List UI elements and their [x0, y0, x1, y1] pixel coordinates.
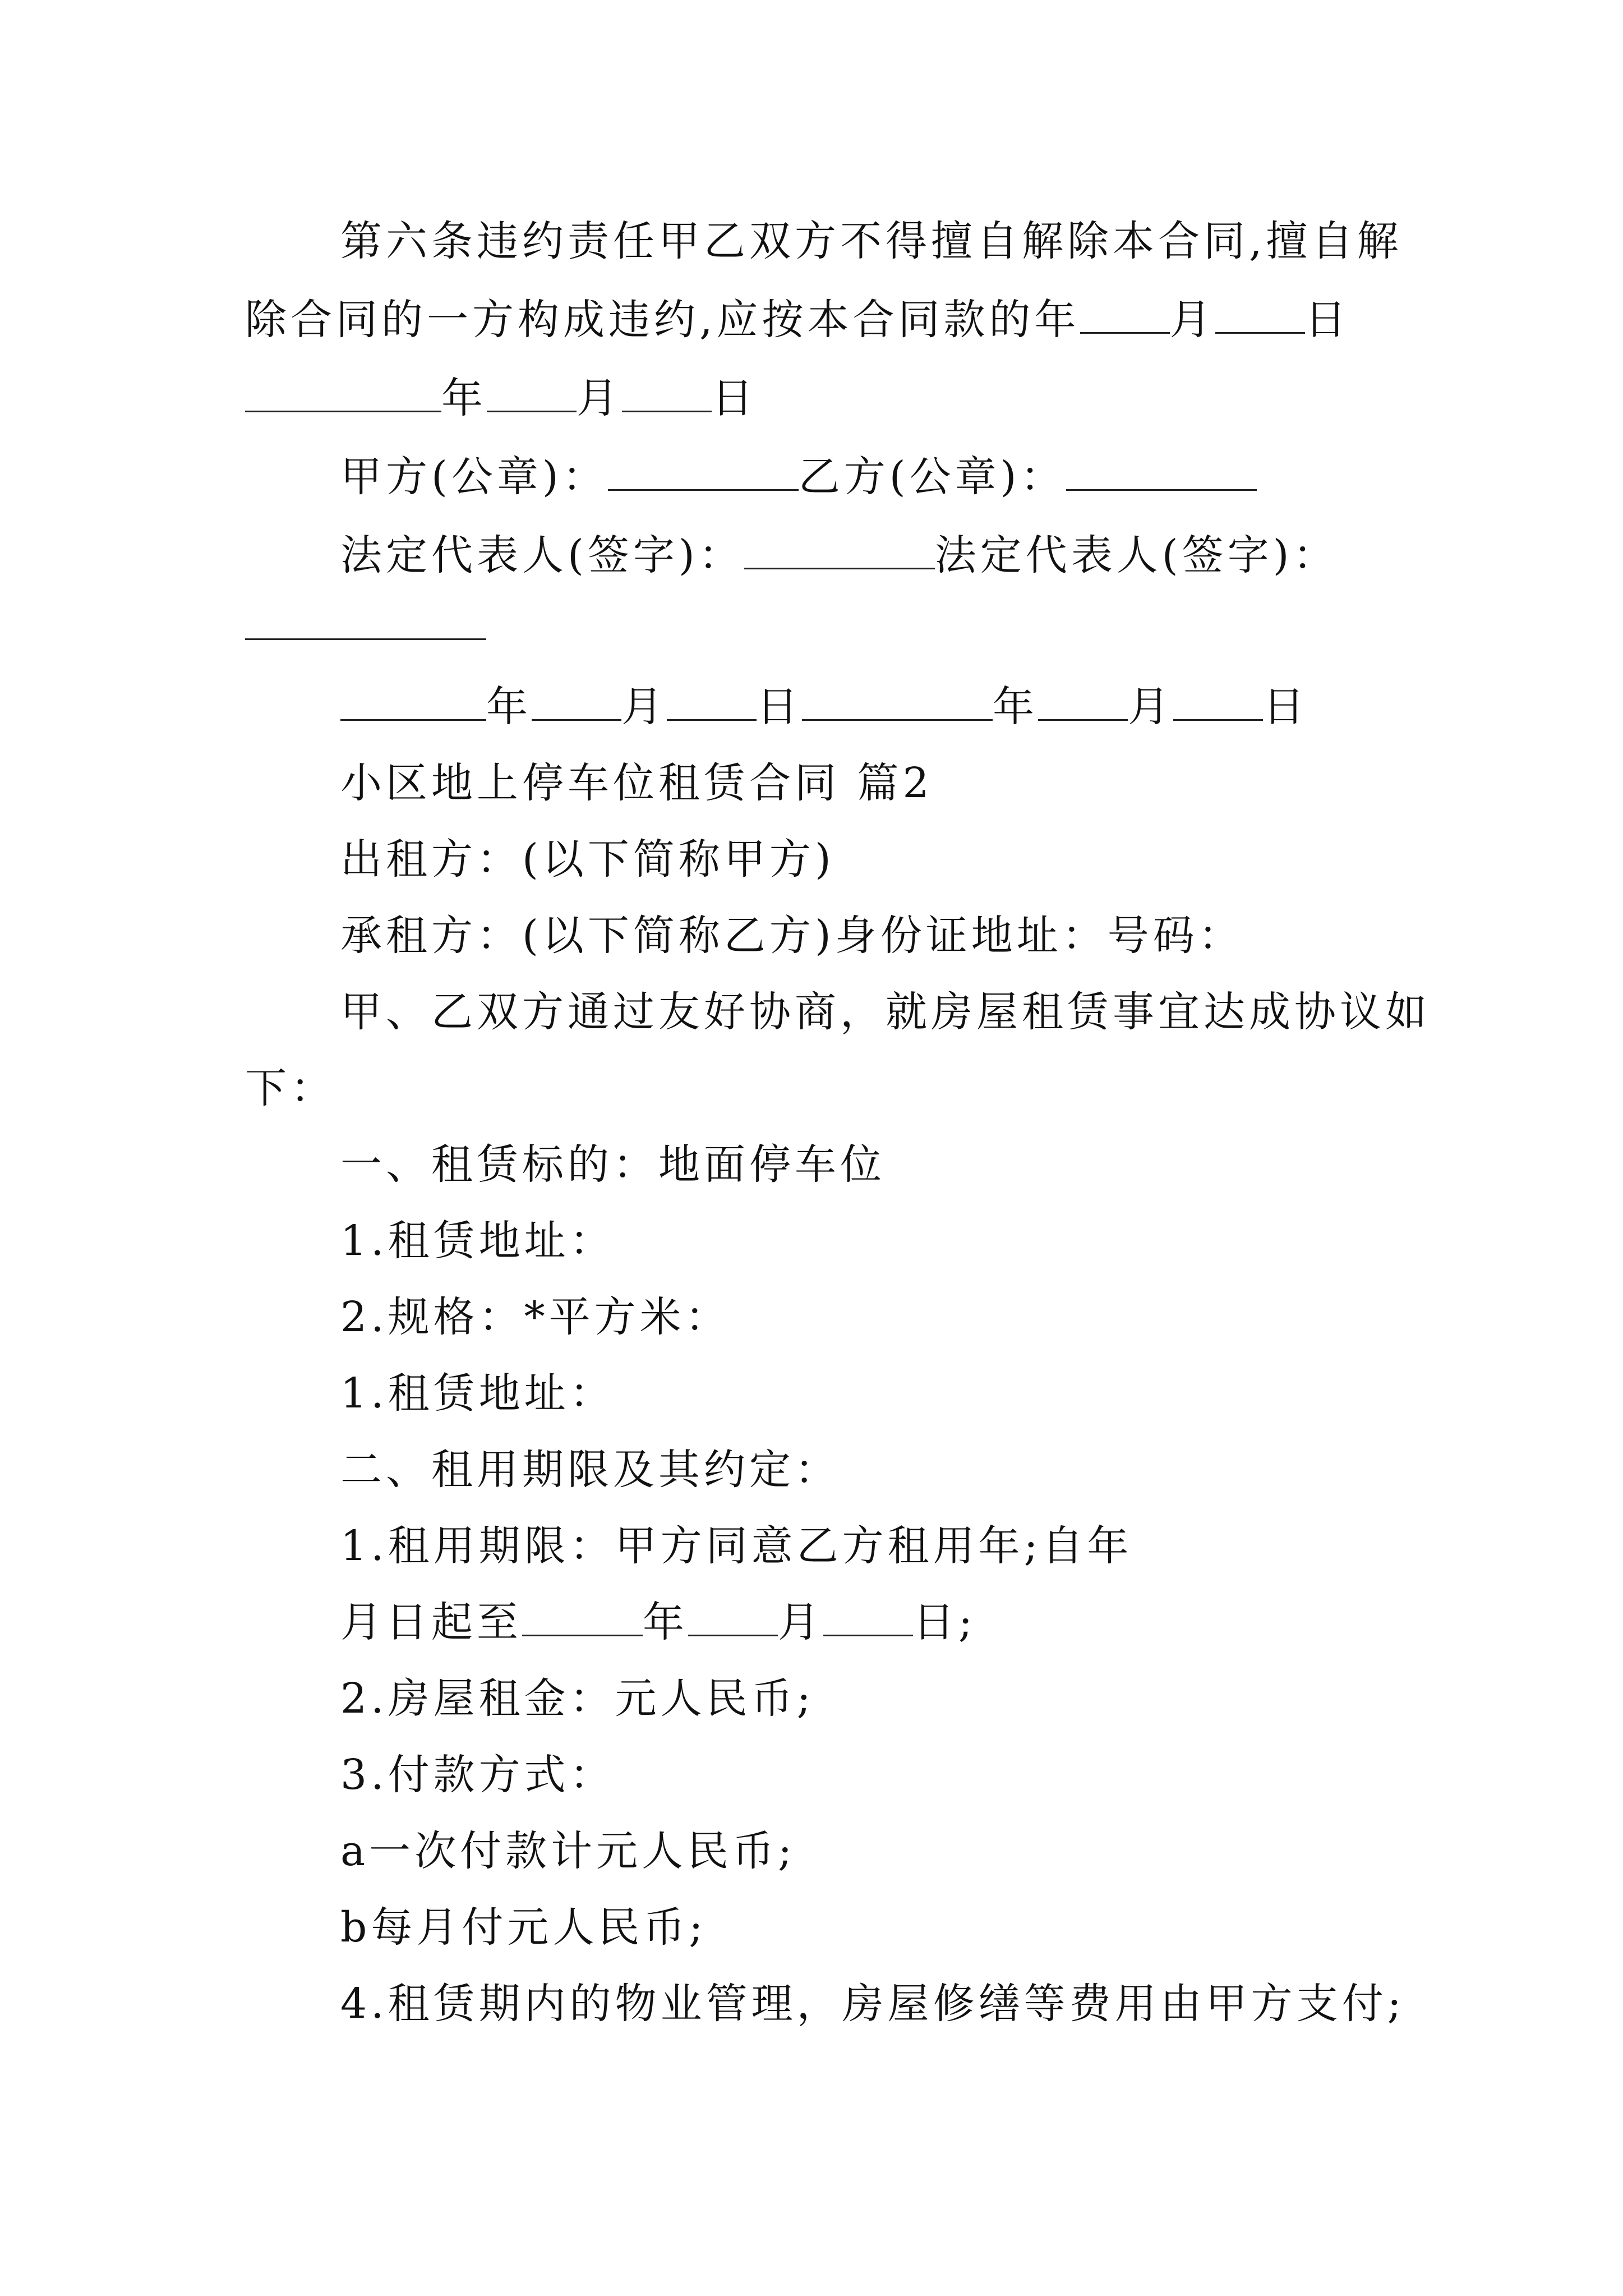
blank-line: [688, 1595, 778, 1636]
blank-line: [340, 680, 486, 721]
blank-line: [245, 638, 486, 640]
blank-line: [1173, 680, 1263, 721]
text-fragment: 月: [1128, 683, 1173, 731]
seal-line: [340, 449, 1257, 505]
clause-6-line-2: [245, 292, 1350, 348]
section-1-heading: 一、租赁标的：地面停车位: [340, 1140, 886, 1189]
text-fragment: 年: [486, 683, 532, 731]
lessee-line: 承租方：(以下简称乙方)身份证地址：号码：: [340, 912, 1244, 960]
text-fragment: 月: [577, 374, 622, 422]
text-fragment: 月: [1169, 296, 1215, 344]
text-fragment: 日: [712, 374, 757, 422]
text-fragment: 年: [643, 1598, 688, 1646]
blank-line: [1080, 293, 1170, 334]
blank-line: [744, 528, 935, 569]
agreement-line-1: 甲、乙双方通过友好协商，就房屋租赁事宜达成协议如: [340, 988, 1431, 1036]
blank-line: [823, 1595, 913, 1636]
list-item: 1.租赁地址：: [340, 1217, 615, 1265]
section-heading: 小区地上停车位租赁合同 篇2: [340, 759, 933, 807]
lessor-line: 出租方：(以下简称甲方): [340, 835, 835, 884]
text-fragment: 年: [441, 374, 487, 422]
clause-6-line-1: 第六条违约责任甲乙双方不得擅自解除本合同,擅自解: [340, 217, 1403, 265]
list-item: 1.租用期限：甲方同意乙方租用年;自年: [340, 1522, 1133, 1570]
list-item: [340, 1594, 976, 1650]
blank-line: [487, 371, 577, 412]
text-fragment: 月: [778, 1598, 823, 1646]
text-fragment: 日: [1263, 683, 1308, 731]
text-fragment: 日;: [913, 1598, 976, 1646]
list-item: 1.租赁地址：: [340, 1369, 615, 1418]
text-fragment: 月: [621, 683, 667, 731]
list-item: 3.付款方式：: [340, 1751, 615, 1799]
blank-line: [622, 371, 712, 412]
blank-line: [532, 680, 621, 721]
text-fragment: 日: [757, 683, 802, 731]
list-item: b每月付元人民币;: [340, 1903, 707, 1952]
section-2-heading: 二、租用期限及其约定：: [340, 1446, 840, 1494]
text-fragment: 月日起至: [340, 1598, 522, 1646]
list-item: a一次付款计元人民币;: [340, 1827, 796, 1875]
blank-line: [667, 680, 757, 721]
blank-line: [522, 1595, 643, 1636]
blank-line: [1038, 680, 1128, 721]
blank-line: [802, 680, 993, 721]
text-fragment: 法定代表人(签字)：: [934, 531, 1339, 579]
blank-line: [1215, 293, 1305, 334]
list-item: 2.房屋租金：元人民币;: [340, 1674, 815, 1723]
text-fragment: 日: [1304, 296, 1350, 344]
date-line-2: [340, 679, 1308, 735]
signature-line: [340, 527, 1339, 583]
list-item: 4.租赁期内的物业管理，房屋修缮等费用由甲方支付;: [340, 1980, 1405, 2028]
agreement-line-2: 下：: [245, 1064, 336, 1112]
blank-line: [608, 450, 799, 491]
date-line-1: [245, 370, 757, 426]
text-fragment: 法定代表人(签字)：: [340, 531, 744, 579]
text-fragment: 乙方(公章)：: [798, 453, 1066, 501]
text-fragment: 年: [993, 683, 1038, 731]
text-fragment: 甲方(公章)：: [340, 453, 608, 501]
text-fragment: 除合同的一方构成违约,应按本合同款的年: [245, 296, 1080, 344]
list-item: 2.规格：*平方米：: [340, 1293, 731, 1341]
blank-line: [245, 371, 441, 412]
blank-line: [1066, 450, 1257, 491]
